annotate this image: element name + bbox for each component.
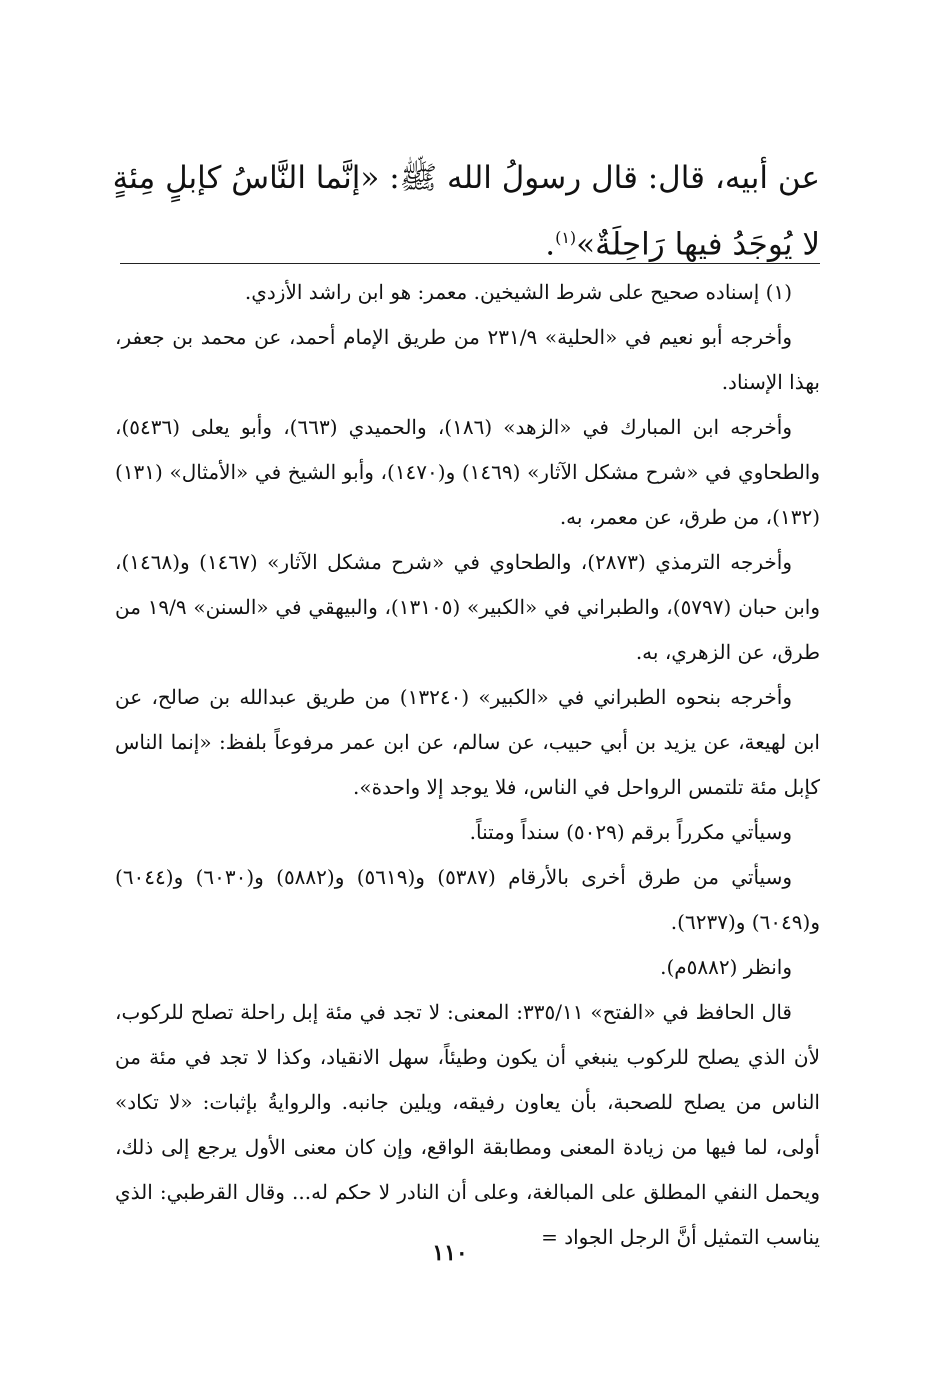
footnote-divider (120, 263, 820, 264)
footnote-paragraph: قال الحافظ في «الفتح» ١١/‏٣٣٥: المعنى: لا تجد في مئة إبل راحلة تصلح للركوب، لأن الذي يصلح للركوب ينبغي أن يكون وطيئاً، سهل الانقياد، وكذا لا تجد في مئة من الناس من يصلح للصحبة، بأن يعاون رفيقه، ويلين جانبه. والروايةُ بإثبات: «لا تكاد» أولى، لما فيها من زيادة المعنى ومطابقة الواقع، وإن كان معنى الأول يرجع إلى ذلك، ويحمل النفي المطلق على المبالغة، وعلى أن النادر لا حكم له... وقال القرطبي: الذي يناسب التمثيل أنَّ الرجل الجواد = (115, 1000, 820, 1249)
hadith-text (112, 148, 820, 274)
hadith-line-2: لا يُوجَدُ فيها رَاحِلَةٌ»$^{(١)}$. (545, 226, 820, 263)
page-number: ١١٠ (432, 1240, 468, 1266)
footnote-paragraph: وأخرجه الترمذي (٢٨٧٣)، والطحاوي في «شرح مشكل الآثار» (١٤٦٧) و(١٤٦٨)، وابن حبان (٥٧٩٧)، والطبراني في «الكبير» (١٣١٠٥)، والبيهقي في «السنن» ٩/‏١٩ من طرق، عن الزهري، به. (115, 550, 821, 664)
footnotes (115, 270, 820, 1260)
footnote-paragraph: وأخرجه بنحوه الطبراني في «الكبير» (١٣٢٤٠) من طريق عبدالله بن صالح، عن ابن لهيعة، عن يزيد بن أبي حبيب، عن سالم، عن ابن عمر مرفوعاً بلفظ: «إنما الناس كإبل مئة تلتمس الرواحل في الناس، فلا يوجد إلا واحدة». (115, 685, 820, 799)
footnote-paragraph: وأخرجه أبو نعيم في «الحلية» ٩/‏٢٣١ من طريق الإمام أحمد، عن محمد بن جعفر، بهذا الإسناد. (115, 325, 820, 394)
footnote-paragraph: وسيأتي مكرراً برقم (٥٠٢٩) سنداً ومتناً. (469, 820, 792, 844)
footnote-paragraph: (١) إسناده صحيح على شرط الشيخين. معمر: هو ابن راشد الأزدي. (244, 280, 792, 304)
hadith-line-2-text: لا يُوجَدُ فيها رَاحِلَةٌ» (576, 226, 820, 263)
footnote-paragraph: وأخرجه ابن المبارك في «الزهد» (١٨٦)، والحميدي (٦٦٣)، وأبو يعلى (٥٤٣٦)، والطحاوي في «شرح مشكل الآثار» (١٤٦٩) و(١٤٧٠)، وأبو الشيخ في «الأمثال» (١٣١) (١٣٢)، من طرق، عن معمر، به. (115, 415, 821, 529)
hadith-line-1: عن أبيه، قال: قال رسولُ الله ﷺ: «إنَّما النَّاسُ كإبلٍ مِئةٍ (112, 160, 820, 196)
footnote-marker: (١) (555, 228, 577, 247)
footnote-paragraph: وسيأتي من طرق أخرى بالأرقام (٥٣٨٧) و(٥٦١٩) و(٥٨٨٢) و(٦٠٣٠) و(٦٠٤٤) و(٦٠٤٩) و(٦٢٣٧). (115, 865, 820, 934)
footnote-paragraph: وانظر (٥٨٨٢م). (660, 955, 792, 979)
